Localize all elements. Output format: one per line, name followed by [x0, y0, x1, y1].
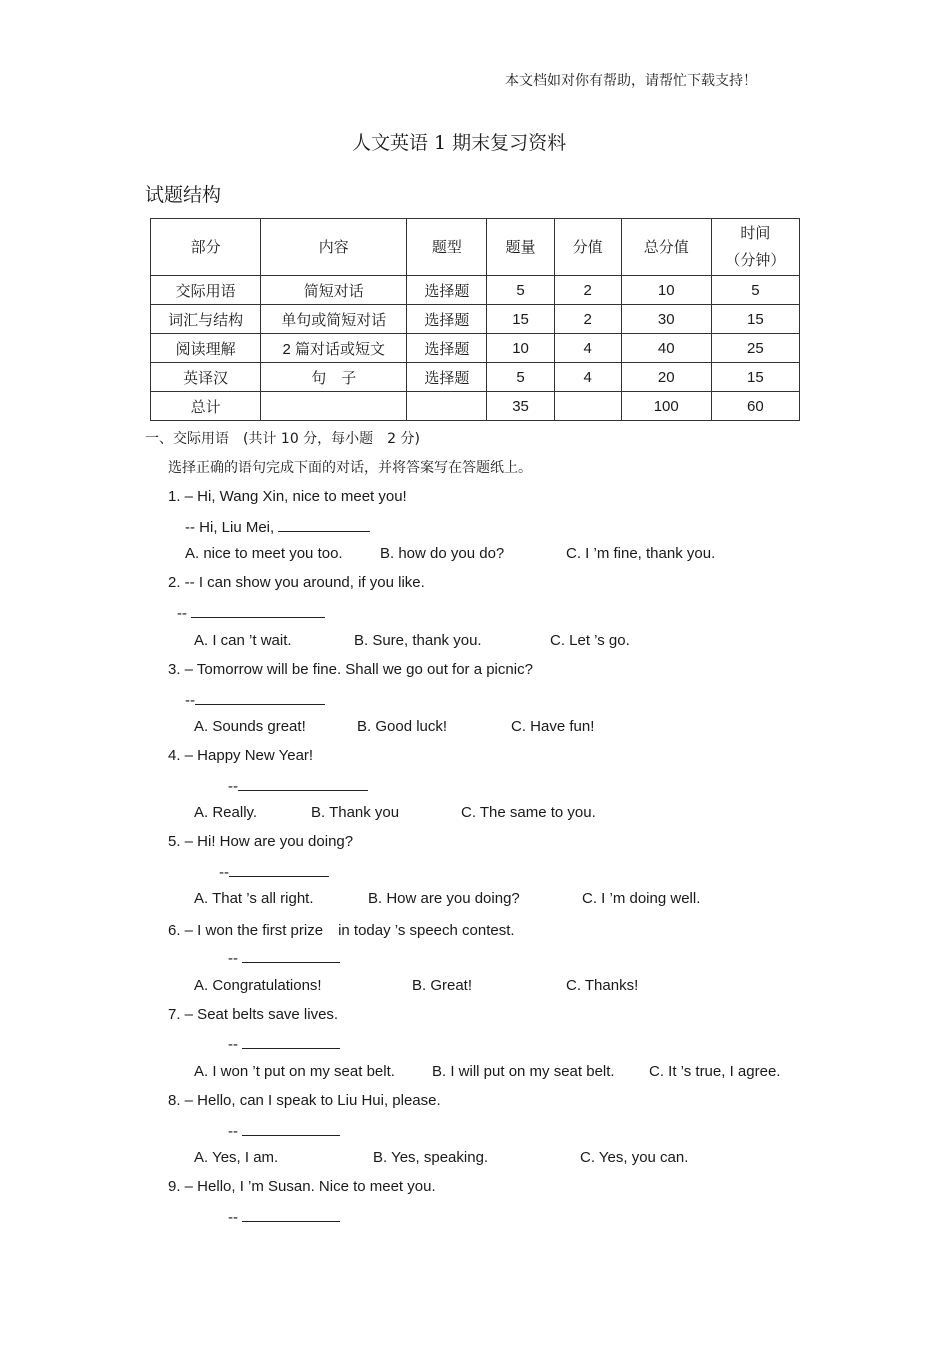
structure-table — [150, 218, 800, 421]
table-cell: 阅读理解 — [151, 334, 261, 363]
table-cell: 5 — [487, 363, 554, 392]
table-cell: 10 — [621, 276, 711, 305]
answer-option: A. nice to meet you too. — [185, 545, 343, 562]
answer-blank — [195, 690, 325, 705]
table-row — [151, 363, 800, 392]
reply-prefix: -- — [228, 1123, 243, 1140]
answer-option: B. I will put on my seat belt. — [432, 1063, 615, 1080]
table-cell: 15 — [487, 305, 554, 334]
time-header-label: 时间 — [740, 225, 771, 242]
table-cell: 4 — [554, 363, 621, 392]
table-cell: 选择题 — [407, 334, 487, 363]
table-cell: 2 篇对话或短文 — [261, 334, 407, 363]
answer-option: B. Yes, speaking. — [373, 1149, 489, 1166]
answer-option: C. The same to you. — [461, 804, 596, 821]
table-header-cell: 部分 — [151, 219, 261, 276]
time-header-unit: （分钟） — [725, 252, 786, 269]
answer-line — [228, 1121, 340, 1140]
table-cell: 100 — [621, 392, 711, 421]
answer-line — [228, 1207, 340, 1226]
table-cell: 总计 — [151, 392, 261, 421]
table-cell: 15 — [711, 363, 799, 392]
table-cell: 5 — [711, 276, 799, 305]
answer-option: A. I can ’t wait. — [194, 632, 292, 649]
document-title: 人文英语 1 期末复习资料 — [352, 132, 567, 154]
reply-prefix: -- Hi, Liu Mei, — [185, 519, 279, 536]
part-one-title: 一、交际用语 (共计 10 分，每小题 2 分) — [145, 431, 420, 447]
answer-blank — [242, 1034, 340, 1049]
question-prompt: 2. -- I can show you around, if you like. — [168, 574, 425, 591]
answer-option: C. I ’m fine, thank you. — [566, 545, 716, 562]
table-cell: 句 子 — [261, 363, 407, 392]
table-cell: 15 — [711, 305, 799, 334]
table-header-cell: 分值 — [554, 219, 621, 276]
table-cell: 词汇与结构 — [151, 305, 261, 334]
answer-blank — [242, 1207, 340, 1222]
table-header-cell: 总分值 — [621, 219, 711, 276]
table-cell: 2 — [554, 276, 621, 305]
answer-option: B. how do you do? — [380, 545, 505, 562]
header-note: 本文档如对你有帮助，请帮忙下载支持！ — [505, 73, 757, 89]
answer-blank — [278, 517, 370, 532]
table-header-row — [151, 219, 800, 276]
answer-option: C. Thanks! — [566, 977, 639, 994]
reply-prefix: -- — [228, 1209, 243, 1226]
table-cell: 5 — [487, 276, 554, 305]
table-row — [151, 392, 800, 421]
table-cell: 选择题 — [407, 305, 487, 334]
answer-blank — [242, 1121, 340, 1136]
table-cell: 2 — [554, 305, 621, 334]
answer-option: A. That ’s all right. — [194, 890, 314, 907]
answer-blank — [242, 948, 340, 963]
answer-blank — [191, 603, 325, 618]
question-prompt: 5. – Hi! How are you doing? — [168, 833, 354, 850]
table-cell: 单句或简短对话 — [261, 305, 407, 334]
answer-line — [177, 603, 325, 622]
answer-option: A. Sounds great! — [194, 718, 306, 735]
answer-option: B. Sure, thank you. — [354, 632, 482, 649]
answer-line — [185, 517, 370, 536]
answer-option: C. I ’m doing well. — [582, 890, 701, 907]
reply-prefix: -- — [228, 1036, 243, 1053]
reply-prefix: -- — [177, 605, 192, 622]
answer-blank — [238, 776, 368, 791]
answer-option: C. It ’s true, I agree. — [649, 1063, 781, 1080]
answer-option: A. I won ’t put on my seat belt. — [194, 1063, 395, 1080]
table-header-cell: 内容 — [261, 219, 407, 276]
answer-line — [185, 690, 325, 709]
table-header-cell: 题型 — [407, 219, 487, 276]
answer-option: C. Have fun! — [511, 718, 595, 735]
answer-option: C. Let ’s go. — [550, 632, 630, 649]
table-header-cell-time — [711, 219, 799, 276]
reply-prefix: -- — [219, 864, 229, 881]
reply-prefix: -- — [185, 692, 195, 709]
section-title: 试题结构 — [145, 184, 222, 206]
question-prompt: 9. – Hello, I ’m Susan. Nice to meet you. — [168, 1178, 436, 1195]
table-cell: 4 — [554, 334, 621, 363]
table-cell: 简短对话 — [261, 276, 407, 305]
table-cell: 选择题 — [407, 276, 487, 305]
answer-line — [228, 948, 340, 967]
answer-option: B. Thank you — [311, 804, 400, 821]
answer-line — [219, 862, 329, 881]
part-one-instruction: 选择正确的语句完成下面的对话，并将答案写在答题纸上。 — [168, 460, 532, 476]
table-cell: 40 — [621, 334, 711, 363]
reply-prefix: -- — [228, 778, 238, 795]
table-cell: 30 — [621, 305, 711, 334]
answer-option: A. Yes, I am. — [194, 1149, 279, 1166]
answer-option: B. Good luck! — [357, 718, 448, 735]
table-row — [151, 305, 800, 334]
table-cell — [407, 392, 487, 421]
table-cell — [261, 392, 407, 421]
answer-option: B. Great! — [412, 977, 473, 994]
question-prompt: 3. – Tomorrow will be fine. Shall we go out for a picnic? — [168, 661, 533, 678]
answer-option: C. Yes, you can. — [580, 1149, 689, 1166]
table-cell: 选择题 — [407, 363, 487, 392]
table-cell — [554, 392, 621, 421]
question-prompt: 8. – Hello, can I speak to Liu Hui, please. — [168, 1092, 441, 1109]
question-prompt: 7. – Seat belts save lives. — [168, 1006, 339, 1023]
table-cell: 60 — [711, 392, 799, 421]
table-row — [151, 334, 800, 363]
reply-prefix: -- — [228, 950, 243, 967]
table-cell: 英译汉 — [151, 363, 261, 392]
question-prompt: 1. – Hi, Wang Xin, nice to meet you! — [168, 488, 407, 505]
table-body — [151, 276, 800, 421]
answer-line — [228, 1034, 340, 1053]
table-cell: 25 — [711, 334, 799, 363]
question-prompt: 4. – Happy New Year! — [168, 747, 314, 764]
table-cell: 35 — [487, 392, 554, 421]
table-header-cell: 题量 — [487, 219, 554, 276]
answer-line — [228, 776, 368, 795]
answer-option: A. Congratulations! — [194, 977, 322, 994]
question-prompt: 6. – I won the first prize in today ’s speech contest. — [168, 922, 515, 939]
answer-option: B. How are you doing? — [368, 890, 520, 907]
table-cell: 10 — [487, 334, 554, 363]
answer-option: A. Really. — [194, 804, 258, 821]
table-cell: 20 — [621, 363, 711, 392]
answer-blank — [229, 862, 329, 877]
table-cell: 交际用语 — [151, 276, 261, 305]
table-row — [151, 276, 800, 305]
